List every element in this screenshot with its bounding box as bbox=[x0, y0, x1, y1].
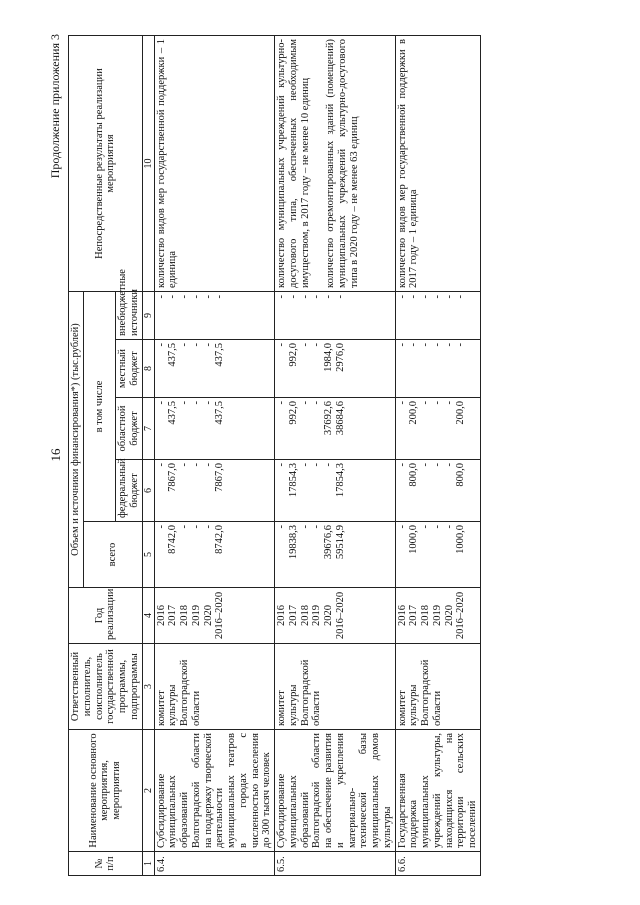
year-value: 2018 bbox=[299, 605, 311, 626]
header-results: Непосредственные результаты реализации мероприятия bbox=[69, 36, 143, 292]
offbudget-cell bbox=[154, 292, 275, 340]
regional-value: - bbox=[443, 401, 455, 405]
total-value: 8742,0 bbox=[214, 525, 226, 554]
federal-value: - bbox=[190, 463, 202, 467]
years-cell bbox=[154, 588, 275, 644]
years-cell bbox=[395, 588, 480, 644]
total-cell bbox=[275, 522, 396, 588]
offbudget-value: - bbox=[334, 295, 346, 299]
offbudget-cell bbox=[395, 292, 480, 340]
header-financing: Объем и источники финансирования*) (тыс.рублей) bbox=[69, 292, 84, 588]
offbudget-value: - bbox=[311, 295, 323, 299]
years-cell bbox=[275, 588, 396, 644]
offbudget-value: - bbox=[299, 295, 311, 299]
continuation-note: Продолжение приложения 3 bbox=[48, 34, 62, 179]
regional-cell bbox=[154, 398, 275, 460]
col-number: 8 bbox=[142, 340, 154, 398]
local-value: - bbox=[431, 343, 443, 347]
col-number: 3 bbox=[142, 644, 154, 730]
total-value: - bbox=[396, 525, 408, 529]
total-value: 1000,0 bbox=[455, 525, 467, 554]
header-name: Наименование основного мероприятия, мероприятия bbox=[69, 730, 143, 852]
year-value: 2016–2020 bbox=[334, 591, 346, 640]
local-value: 2976,0 bbox=[334, 343, 346, 372]
federal-value: 800,0 bbox=[455, 463, 467, 487]
year-value: 2020 bbox=[202, 605, 214, 626]
regional-value: 437,5 bbox=[167, 401, 179, 425]
year-value: 2016 bbox=[155, 605, 167, 626]
header-row-1 bbox=[69, 36, 84, 876]
regional-value: - bbox=[179, 401, 191, 405]
local-value: - bbox=[420, 343, 432, 347]
result-text: количество видов мер государственной поддержки – 1 единица bbox=[155, 39, 179, 288]
federal-value: 17854,3 bbox=[287, 463, 299, 498]
page-number: 16 bbox=[48, 448, 63, 462]
local-value: - bbox=[179, 343, 191, 347]
header-executor: Ответственный исполнитель, соисполнитель государственной программы, подпрограммы bbox=[69, 644, 143, 730]
local-cell bbox=[395, 340, 480, 398]
year-value: 2018 bbox=[420, 605, 432, 626]
local-value: 1984,0 bbox=[323, 343, 335, 372]
year-value: 2020 bbox=[443, 605, 455, 626]
offbudget-value: - bbox=[214, 295, 226, 299]
table-body bbox=[154, 36, 480, 876]
offbudget-value: - bbox=[167, 295, 179, 299]
measure-name: Субсидирование муниципальных образований Волгоградской области на поддержку творческой деятельности муниципальных театров в городах с численностью населения до 300 тысяч человек bbox=[154, 730, 275, 852]
result-text: количество видов мер государственной поддержки в 2017 году – 1 единица bbox=[396, 39, 420, 288]
year-value: 2017 bbox=[287, 605, 299, 626]
header-total: всего bbox=[83, 522, 142, 588]
total-value: - bbox=[311, 525, 323, 529]
local-cell bbox=[275, 340, 396, 398]
executor: комитет культуры Волгоградской области bbox=[154, 644, 275, 730]
federal-cell bbox=[275, 460, 396, 522]
column-number-row bbox=[142, 36, 154, 876]
header-regional: областной бюджет bbox=[116, 398, 143, 460]
col-number: 7 bbox=[142, 398, 154, 460]
total-value: 1000,0 bbox=[408, 525, 420, 554]
offbudget-value: - bbox=[276, 295, 288, 299]
results-cell bbox=[275, 36, 396, 292]
regional-value: 992,0 bbox=[287, 401, 299, 425]
results-cell bbox=[395, 36, 480, 292]
year-value: 2019 bbox=[190, 605, 202, 626]
federal-value: 17854,3 bbox=[334, 463, 346, 498]
federal-value: - bbox=[431, 463, 443, 467]
total-value: - bbox=[202, 525, 214, 529]
offbudget-value: - bbox=[323, 295, 335, 299]
federal-cell bbox=[395, 460, 480, 522]
regional-value: - bbox=[155, 401, 167, 405]
financing-table bbox=[68, 35, 481, 876]
table-row bbox=[154, 36, 275, 876]
federal-value: - bbox=[420, 463, 432, 467]
total-value: - bbox=[276, 525, 288, 529]
federal-value: 7867,0 bbox=[214, 463, 226, 492]
total-value: - bbox=[431, 525, 443, 529]
regional-value: 38684,6 bbox=[334, 401, 346, 436]
col-number: 6 bbox=[142, 460, 154, 522]
total-value: 59514,9 bbox=[334, 525, 346, 560]
federal-value: 800,0 bbox=[408, 463, 420, 487]
total-value: - bbox=[420, 525, 432, 529]
federal-value: - bbox=[299, 463, 311, 467]
local-value: 437,5 bbox=[214, 343, 226, 367]
year-value: 2018 bbox=[179, 605, 191, 626]
regional-value: - bbox=[202, 401, 214, 405]
year-value: 2017 bbox=[408, 605, 420, 626]
row-number: 6.6. bbox=[395, 852, 480, 876]
federal-value: - bbox=[311, 463, 323, 467]
measure-name: Государственная поддержка муниципальных учреждений культуры, находящихся на территории сельских поселений bbox=[395, 730, 480, 852]
result-text: количество отремонтированных зданий (помещений) муниципальных учреждений культурно-досугового типа в 2020 году – не менее 63 единиц bbox=[325, 39, 360, 288]
offbudget-cell bbox=[275, 292, 396, 340]
year-value: 2017 bbox=[167, 605, 179, 626]
year-value: 2019 bbox=[311, 605, 323, 626]
results-cell bbox=[154, 36, 275, 292]
header-including: в том числе bbox=[83, 292, 115, 522]
measure-name: Субсидирование муниципальных образований Волгоградской области на обеспечение развития и укрепления материально-технической базы муниципальных домов культуры bbox=[275, 730, 396, 852]
federal-value: - bbox=[323, 463, 335, 467]
regional-value: - bbox=[420, 401, 432, 405]
table-row bbox=[395, 36, 480, 876]
regional-value: - bbox=[299, 401, 311, 405]
local-value: - bbox=[311, 343, 323, 347]
row-number: 6.5. bbox=[275, 852, 396, 876]
regional-value: - bbox=[431, 401, 443, 405]
federal-value: - bbox=[443, 463, 455, 467]
offbudget-value: - bbox=[190, 295, 202, 299]
regional-value: 200,0 bbox=[455, 401, 467, 425]
col-number: 4 bbox=[142, 588, 154, 644]
col-number: 2 bbox=[142, 730, 154, 852]
federal-cell bbox=[154, 460, 275, 522]
header-offbudget: внебюджетные источники bbox=[116, 292, 143, 340]
regional-value: - bbox=[276, 401, 288, 405]
local-value: 437,5 bbox=[167, 343, 179, 367]
header-year: Год реализации bbox=[69, 588, 143, 644]
year-value: 2019 bbox=[431, 605, 443, 626]
local-value: - bbox=[190, 343, 202, 347]
offbudget-value: - bbox=[408, 295, 420, 299]
total-value: - bbox=[155, 525, 167, 529]
total-cell bbox=[395, 522, 480, 588]
executor: комитет культуры Волгоградской области bbox=[395, 644, 480, 730]
offbudget-value: - bbox=[155, 295, 167, 299]
total-value: 39676,6 bbox=[323, 525, 335, 560]
regional-cell bbox=[395, 398, 480, 460]
local-value: - bbox=[396, 343, 408, 347]
regional-value: 437,5 bbox=[214, 401, 226, 425]
federal-value: - bbox=[396, 463, 408, 467]
local-value: - bbox=[408, 343, 420, 347]
offbudget-value: - bbox=[179, 295, 191, 299]
offbudget-value: - bbox=[396, 295, 408, 299]
executor: комитет культуры Волгоградской области bbox=[275, 644, 396, 730]
col-number: 9 bbox=[142, 292, 154, 340]
local-value: - bbox=[299, 343, 311, 347]
table-row bbox=[275, 36, 396, 876]
col-number: 1 bbox=[142, 852, 154, 876]
col-number: 5 bbox=[142, 522, 154, 588]
offbudget-value: - bbox=[455, 295, 467, 299]
results-gap bbox=[311, 39, 325, 288]
rotated-document bbox=[42, 30, 512, 880]
local-value: - bbox=[455, 343, 467, 347]
offbudget-value: - bbox=[202, 295, 214, 299]
federal-value: - bbox=[202, 463, 214, 467]
regional-cell bbox=[275, 398, 396, 460]
header-num: № п/п bbox=[69, 852, 143, 876]
offbudget-value: - bbox=[443, 295, 455, 299]
header-local: местный бюджет bbox=[116, 340, 143, 398]
local-value: - bbox=[276, 343, 288, 347]
offbudget-value: - bbox=[431, 295, 443, 299]
regional-value: 37692,6 bbox=[323, 401, 335, 436]
federal-value: - bbox=[179, 463, 191, 467]
federal-value: 7867,0 bbox=[167, 463, 179, 492]
local-value: - bbox=[202, 343, 214, 347]
year-value: 2016–2020 bbox=[214, 591, 226, 640]
year-value: 2016 bbox=[396, 605, 408, 626]
total-value: 19838,3 bbox=[287, 525, 299, 560]
row-number: 6.4. bbox=[154, 852, 275, 876]
federal-value: - bbox=[155, 463, 167, 467]
col-number: 10 bbox=[142, 36, 154, 292]
regional-value: - bbox=[190, 401, 202, 405]
header-federal: федеральный бюджет bbox=[116, 460, 143, 522]
offbudget-value: - bbox=[420, 295, 432, 299]
year-value: 2016 bbox=[276, 605, 288, 626]
local-value: - bbox=[155, 343, 167, 347]
regional-value: 200,0 bbox=[408, 401, 420, 425]
federal-value: - bbox=[276, 463, 288, 467]
local-cell bbox=[154, 340, 275, 398]
total-value: - bbox=[179, 525, 191, 529]
offbudget-value: - bbox=[287, 295, 299, 299]
total-value: 8742,0 bbox=[167, 525, 179, 554]
total-value: - bbox=[299, 525, 311, 529]
year-value: 2020 bbox=[323, 605, 335, 626]
local-value: - bbox=[443, 343, 455, 347]
total-value: - bbox=[443, 525, 455, 529]
local-value: 992,0 bbox=[287, 343, 299, 367]
regional-value: - bbox=[311, 401, 323, 405]
total-value: - bbox=[190, 525, 202, 529]
result-text: количество муниципальных учреждений культурно-досугового типа, обеспеченных необходимым имуществом, в 2017 году – не менее 10 единиц bbox=[276, 39, 311, 288]
regional-value: - bbox=[396, 401, 408, 405]
total-cell bbox=[154, 522, 275, 588]
year-value: 2016–2020 bbox=[455, 591, 467, 640]
